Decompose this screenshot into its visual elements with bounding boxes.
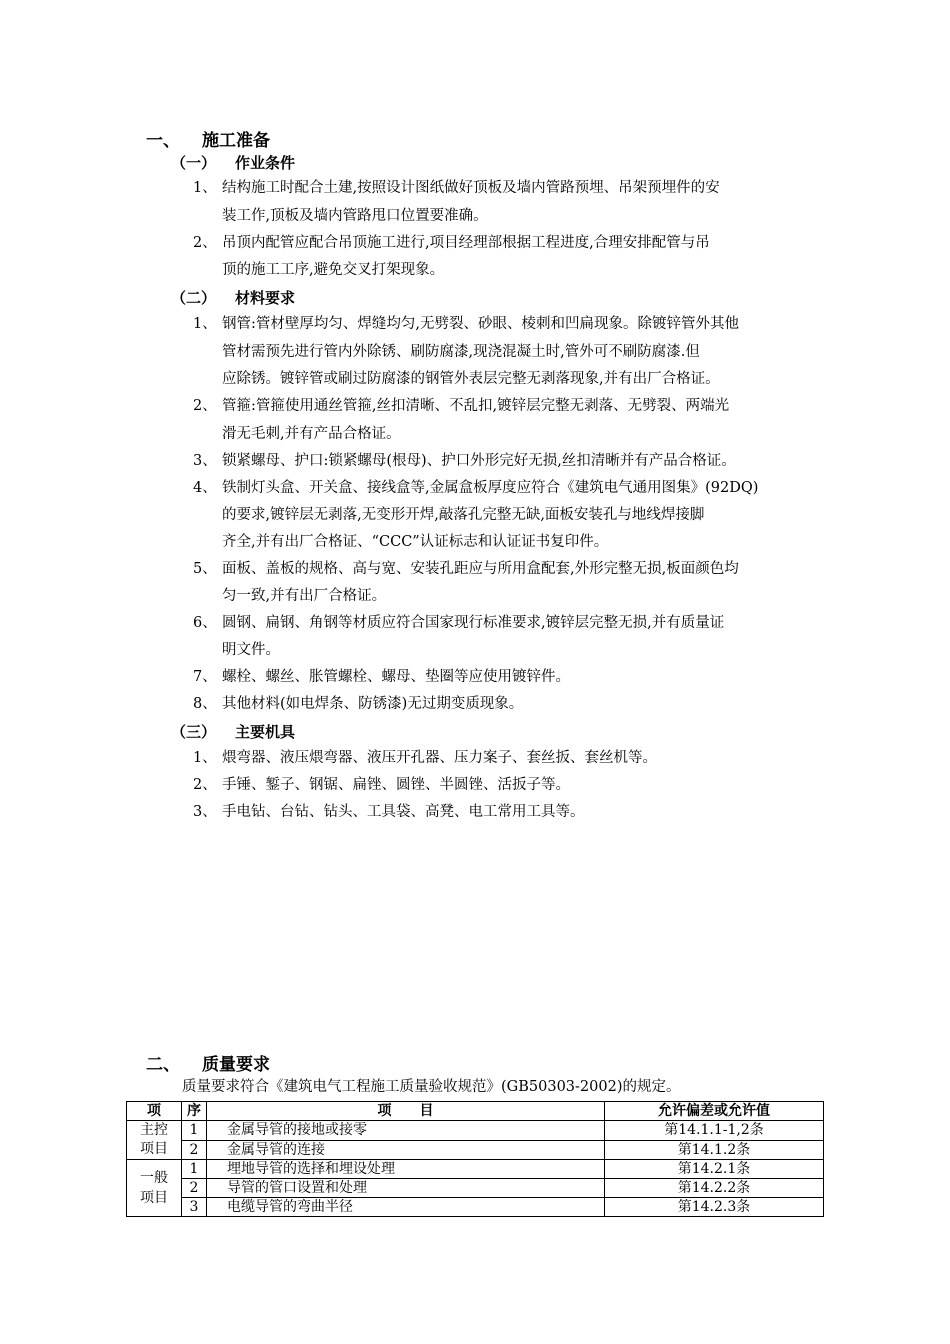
table-header-row xyxy=(127,1102,824,1121)
table-row xyxy=(127,1198,824,1217)
category-cell xyxy=(127,1160,182,1217)
quality-table xyxy=(126,1101,824,1217)
category-cell xyxy=(127,1121,182,1160)
sub1-heading xyxy=(171,152,296,173)
header-item: 项 目 xyxy=(207,1102,605,1121)
item-number: 1、 xyxy=(193,180,217,196)
item-text: 装工作,顶板及墙内管路甩口位置要准确。 xyxy=(222,208,488,224)
item-text: 管箍:管箍使用通丝管箍,丝扣清晰、不乱扣,镀锌层完整无剥落、无劈裂、两端光 xyxy=(222,398,730,414)
value-cell: 第14.1.1-1,2条 xyxy=(605,1121,824,1141)
section2-number: 二、 xyxy=(146,1055,180,1075)
item-text: 顶的施工工序,避免交叉打架现象。 xyxy=(222,262,445,278)
item-cell: 金属导管的连接 xyxy=(207,1140,605,1160)
item-number: 2、 xyxy=(193,777,217,793)
item-number: 7、 xyxy=(193,669,217,685)
header-value: 允许偏差或允许值 xyxy=(605,1102,824,1121)
sub3-heading xyxy=(171,721,296,742)
sub1-title: 作业条件 xyxy=(235,154,296,172)
category-line: 一般 xyxy=(140,1170,168,1186)
sub2-heading xyxy=(171,287,296,308)
sub2-title: 材料要求 xyxy=(235,289,296,307)
item-number: 1、 xyxy=(193,316,217,332)
item-text: 其他材料(如电焊条、防锈漆)无过期变质现象。 xyxy=(222,696,524,712)
sub1-number: （一） xyxy=(171,154,217,172)
item-text: 齐全,并有出厂合格证、“CCC”认证标志和认证证书复印件。 xyxy=(222,534,609,550)
value-cell: 第14.1.2条 xyxy=(605,1140,824,1160)
table-row xyxy=(127,1121,824,1141)
item-text: 管材需预先进行管内外除锈、刷防腐漆,现浇混凝土时,管外可不刷防腐漆.但 xyxy=(222,344,700,360)
seq-cell: 1 xyxy=(182,1121,207,1141)
section2-intro: 质量要求符合《建筑电气工程施工质量验收规范》(GB50303-2002)的规定。 xyxy=(182,1079,681,1095)
item-text: 煨弯器、液压煨弯器、液压开孔器、压力案子、套丝扳、套丝机等。 xyxy=(222,750,657,766)
item-number: 4、 xyxy=(193,480,217,496)
seq-cell: 3 xyxy=(182,1198,207,1217)
item-cell: 埋地导管的选择和埋设处理 xyxy=(207,1160,605,1179)
sub3-title: 主要机具 xyxy=(235,723,296,741)
sub3-number: （三） xyxy=(171,723,217,741)
item-number: 8、 xyxy=(193,696,217,712)
category-line: 项目 xyxy=(140,1141,168,1157)
item-text: 铁制灯头盒、开关盒、接线盒等,金属盒板厚度应符合《建筑电气通用图集》(92DQ) xyxy=(222,480,759,496)
item-text: 吊顶内配管应配合吊顶施工进行,项目经理部根据工程进度,合理安排配管与吊 xyxy=(222,235,710,251)
item-cell: 导管的管口设置和处理 xyxy=(207,1179,605,1198)
section2-title: 质量要求 xyxy=(202,1055,270,1075)
item-text: 面板、盖板的规格、高与宽、安装孔距应与所用盒配套,外形完整无损,板面颜色均 xyxy=(222,561,739,577)
category-line: 主控 xyxy=(140,1122,168,1138)
item-cell: 金属导管的接地或接零 xyxy=(207,1121,605,1141)
section2-heading xyxy=(146,1050,270,1075)
item-text: 匀一致,并有出厂合格证。 xyxy=(222,588,387,604)
value-cell: 第14.2.2条 xyxy=(605,1179,824,1198)
category-line: 项目 xyxy=(140,1190,168,1206)
item-cell: 电缆导管的弯曲半径 xyxy=(207,1198,605,1217)
sub2-number: （二） xyxy=(171,289,217,307)
item-number: 2、 xyxy=(193,235,217,251)
header-category: 项 xyxy=(127,1102,182,1121)
item-text: 明文件。 xyxy=(222,642,280,658)
item-number: 1、 xyxy=(193,750,217,766)
value-cell: 第14.2.3条 xyxy=(605,1198,824,1217)
seq-cell: 2 xyxy=(182,1140,207,1160)
table-row xyxy=(127,1140,824,1160)
item-text: 钢管:管材壁厚均匀、焊缝均匀,无劈裂、砂眼、棱刺和凹扁现象。除镀锌管外其他 xyxy=(222,316,739,332)
item-number: 5、 xyxy=(193,561,217,577)
item-text: 应除锈。镀锌管或刷过防腐漆的钢管外表层完整无剥落现象,并有出厂合格证。 xyxy=(222,371,720,387)
item-text: 手锤、錾子、钢锯、扁锉、圆锉、半圆锉、活扳子等。 xyxy=(222,777,570,793)
item-text: 圆钢、扁钢、角钢等材质应符合国家现行标准要求,镀锌层完整无损,并有质量证 xyxy=(222,615,725,631)
item-text: 滑无毛刺,并有产品合格证。 xyxy=(222,426,401,442)
value-cell: 第14.2.1条 xyxy=(605,1160,824,1179)
seq-cell: 1 xyxy=(182,1160,207,1179)
item-text: 手电钻、台钻、钻头、工具袋、高凳、电工常用工具等。 xyxy=(222,804,585,820)
section1-title: 施工准备 xyxy=(202,131,270,151)
header-seq: 序 xyxy=(182,1102,207,1121)
item-number: 3、 xyxy=(193,453,217,469)
item-number: 3、 xyxy=(193,804,217,820)
item-text: 的要求,镀锌层无剥落,无变形开焊,敲落孔完整无缺,面板安装孔与地线焊接脚 xyxy=(222,507,705,523)
section1-number: 一、 xyxy=(146,131,180,151)
section1-heading xyxy=(146,126,270,151)
item-text: 锁紧螺母、护口:锁紧螺母(根母)、护口外形完好无损,丝扣清晰并有产品合格证。 xyxy=(222,453,736,469)
table-row xyxy=(127,1160,824,1179)
seq-cell: 2 xyxy=(182,1179,207,1198)
item-text: 结构施工时配合土建,按照设计图纸做好顶板及墙内管路预埋、吊架预埋件的安 xyxy=(222,180,720,196)
item-text: 螺栓、螺丝、胀管螺栓、螺母、垫圈等应使用镀锌件。 xyxy=(222,669,570,685)
item-number: 6、 xyxy=(193,615,217,631)
item-number: 2、 xyxy=(193,398,217,414)
table-row xyxy=(127,1179,824,1198)
